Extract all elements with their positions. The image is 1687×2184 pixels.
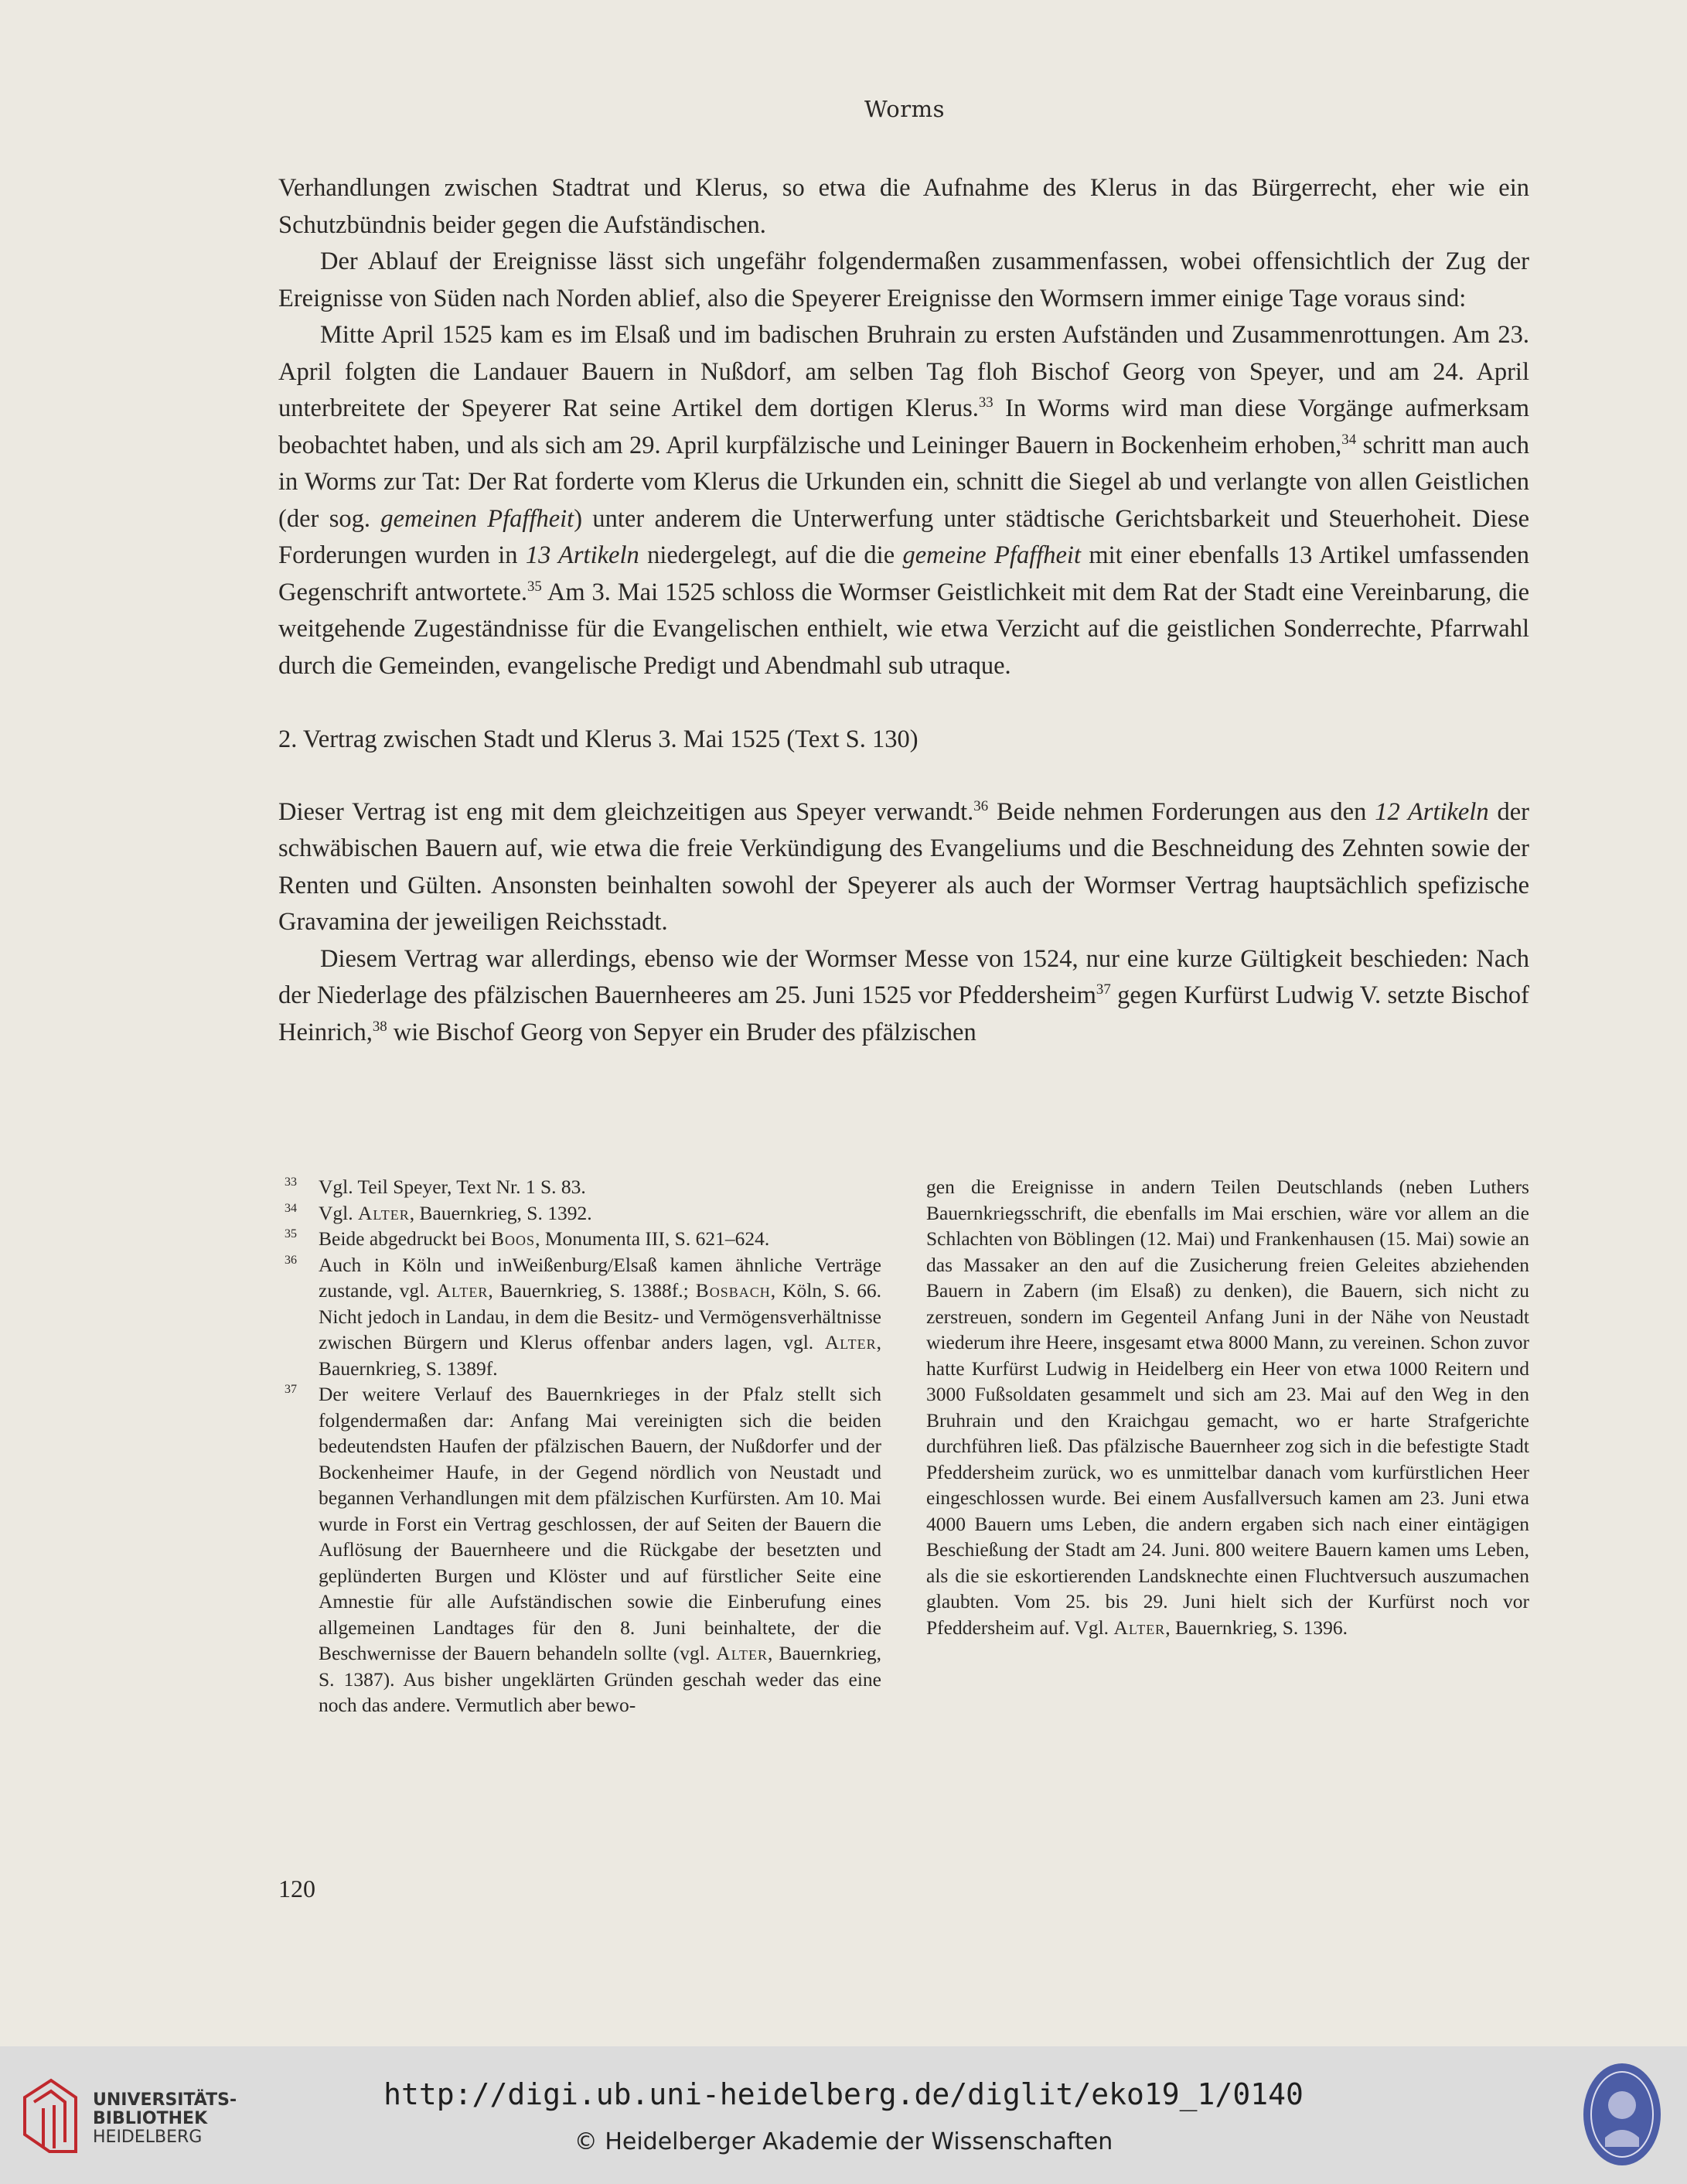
footnote: 37 Der weitere Verlauf des Bauernkrieges in der Pfalz stellt sich folgendermaßen dar: Anfang Mai vereinigten sich die beiden bedeutendsten Haufen der pfälzischen Bauern, der Nußdorfer und der Bockenheimer Haufe, in der Gegend nördlich von Neustadt und begannen Verhandlungen mit dem pfälzischen Kurfürsten. Am 10. Mai wurde in Forst ein Vertrag geschlossen, der auf Seiten der Bauern die Auflösung der Bauernheere und die Rückgabe der besetzten und geplünderten Burgen und Klöster und auf fürstlicher Seite eine Amnestie für alle Aufständischen sowie die Einberufung eines allgemeinen Landtages für den 8. Juni beinhaltete, der die Beschwernisse der Bauern behandeln sollte (vgl. Alter, Bauernkrieg, S. 1387). Aus bisher ungeklärten Gründen geschah weder das eine noch das andere. Vermutlich aber bewo- [285,1383,882,1716]
footnote-continuation: gen die Ereignisse in andern Teilen Deutschlands (neben Luthers Bauernkriegsschrift, die ebenfalls im Mai erschien, wäre vor allem an die Schlachten von Böblingen (12. Mai) und Frankenhausen (15. Mai) sowie an das Massaker an den auf die Zusicherung freien Geleites abziehenden Bauern in Zabern (im Elsaß) zu denken), die Bauern, sich nicht zu zerstreuen, sondern im Gegenteil Anfang Juni in der Nähe von Neustadt wiederum ihre Heere, insgesamt etwa 8000 Mann, zu vereinen. Schon zuvor hatte Kurfürst Ludwig in Heidelberg ein Heer von etwa 1000 Reitern und 3000 Fußsoldaten gesammelt und sich am 23. Mai auf den Weg in den Bruhrain und den Kraichgau gemacht, wo er harte Strafgerichte durchführen ließ. Das pfälzische Bauernheer zog sich in die befestigte Stadt Pfeddersheim zurück, wo es unmittelbar danach vom kurfürstlichen Heer eingeschlossen wurde. Bei einem Ausfallversuch kamen am 23. Juni etwa 4000 Bauern ums Leben, die andern ergaben sich nach einer eintägigen Beschießung der Stadt am 24. Juni. 800 weitere Bauern kamen ums Leben, als die sie eskortierenden Landsknechte einen Fluchtversuch auszumachen glaubten. Vom 25. bis 29. Juni hielt sich der Kurfürst noch vor Pfeddersheim auf. Vgl. Alter, Bauernkrieg, S. 1396. [926,1176,1529,1639]
footnote-ref[interactable]: 36 [973,797,989,814]
paragraph: Der Ablauf der Ereignisse lässt sich ungefähr folgendermaßen zusammenfassen, wobei offensichtlich der Zug der Ereignisse von Süden nach Norden ablief, also die Speyerer Ereignisse den Wormsern immer einige Tage voraus sind: [278,247,1529,312]
footnote: 34 Vgl. Alter, Bauernkrieg, S. 1392. [285,1201,592,1224]
page-number: 120 [278,1875,315,1902]
footnote-column-right [926,1174,1529,1718]
footnote: 33 Vgl. Teil Speyer, Text Nr. 1 S. 83. [285,1176,586,1198]
footnote-number: 37 [285,1383,297,1396]
footer-bar [0,2046,1687,2184]
footnote-ref[interactable]: 34 [1341,431,1357,448]
body-text [278,170,1529,1051]
paragraph: Verhandlungen zwischen Stadtrat und Klerus, so etwa die Aufnahme des Klerus in das Bürgerrecht, eher wie ein Schutzbündnis beider gegen die Aufständischen. [278,174,1529,239]
section-heading: 2. Vertrag zwischen Stadt und Klerus 3. Mai 1525 (Text S. 130) [278,725,918,753]
footnote-number: 35 [285,1227,297,1240]
footnote-number: 33 [285,1176,297,1189]
paragraph: Diesem Vertrag war allerdings, ebenso wie der Wormser Messe von 1524, nur eine kurze Gültigkeit beschieden: Nach der Niederlage des pfälzischen Bauernheeres am 25. Juni 1525 vor Pfeddersheim$^{37}$ gegen Kurfürst Ludwig V. setzte Bischof Heinrich,$^{38}$ wie Bischof Georg von Sepyer ein Bruder des pfälzischen [278,944,1529,1046]
footnote-number: 34 [285,1201,297,1215]
footnote-ref[interactable]: 38 [372,1018,387,1035]
paragraph: Dieser Vertrag ist eng mit dem gleichzeitigen aus Speyer verwandt.$^{36}$ Beide nehmen Forderungen aus den 12 Artikeln der schwäbischen Bauern auf, wie etwa die freie Verkündigung des Evangeliums und die Beschneidung des Zehnten sowie der Renten und Gülten. Ansonsten beinhalten sowohl der Speyerer als auch der Wormser Vertrag hauptsächlich spefizische Gravamina der jeweiligen Reichsstadt. [278,797,1529,936]
footnote: 36 Auch in Köln und inWeißenburg/Elsaß kamen ähnliche Verträge zustande, vgl. Alter, Bauernkrieg, S. 1388f.; Bosbach, Köln, S. 66. Nicht jedoch in Landau, in dem die Besitz- und Vermögensverhältnisse zwischen Bürgern und Klerus offenbar anders lagen, vgl. Alter, Bauernkrieg, S. 1389f. [285,1253,881,1380]
footnote-ref[interactable]: 37 [1096,981,1111,998]
footnote-column-left [278,1174,881,1718]
library-name[interactable]: UNIVERSITÄTS- BIBLIOTHEK HEIDELBERG [93,2090,237,2147]
footnote-number: 36 [285,1253,297,1267]
academy-seal-icon[interactable] [1582,2060,1662,2169]
running-head: Worms [864,96,946,122]
permalink-url[interactable]: http://digi.ub.uni-heidelberg.de/diglit/eko19_1/0140 [383,2077,1304,2111]
footnotes [278,1174,1529,1718]
footnote: 35 Beide abgedruckt bei Boos, Monumenta III, S. 621–624. [285,1227,770,1250]
footnote-ref[interactable]: 35 [527,578,542,595]
copyright-notice: © Heidelberger Akademie der Wissenschaften [574,2128,1113,2155]
paragraph: Mitte April 1525 kam es im Elsaß und im badischen Bruhrain zu ersten Aufständen und Zusammenrottungen. Am 23. April folgten die Landauer Bauern in Nußdorf, am selben Tag floh Bischof Georg von Speyer, und am 24. April unterbreitete der Speyerer Rat seine Artikel dem dortigen Klerus.$^{33}$ In Worms wird man diese Vorgänge aufmerksam beobachtet haben, und als sich am 29. April kurpfälzische und Leininger Bauern in Bockenheim erhoben,$^{34}$ schritt man auch in Worms zur Tat: Der Rat forderte vom Klerus die Urkunden ein, schnitt die Siegel ab und verlangte von allen Geistlichen (der sog. gemeinen Pfaffheit) unter anderem die Unterwerfung unter städtische Gerichtsbarkeit und Steuerhoheit. Diese Forderungen wurden in 13 Artikeln niedergelegt, auf die die gemeine Pfaffheit mit einer ebenfalls 13 Artikel umfassenden Gegenschrift antwortete.$^{35}$ Am 3. Mai 1525 schloss die Wormser Geistlichkeit mit dem Rat der Stadt eine Vereinbarung, die weitgehende Zugeständnisse für die Evangelischen enthielt, wie etwa Verzicht auf die geistlichen Sonderrechte, Pfarrwahl durch die Gemeinden, evangelische Predigt und Abendmahl sub utraque. [278,321,1529,680]
footnote-ref[interactable]: 33 [978,394,993,411]
